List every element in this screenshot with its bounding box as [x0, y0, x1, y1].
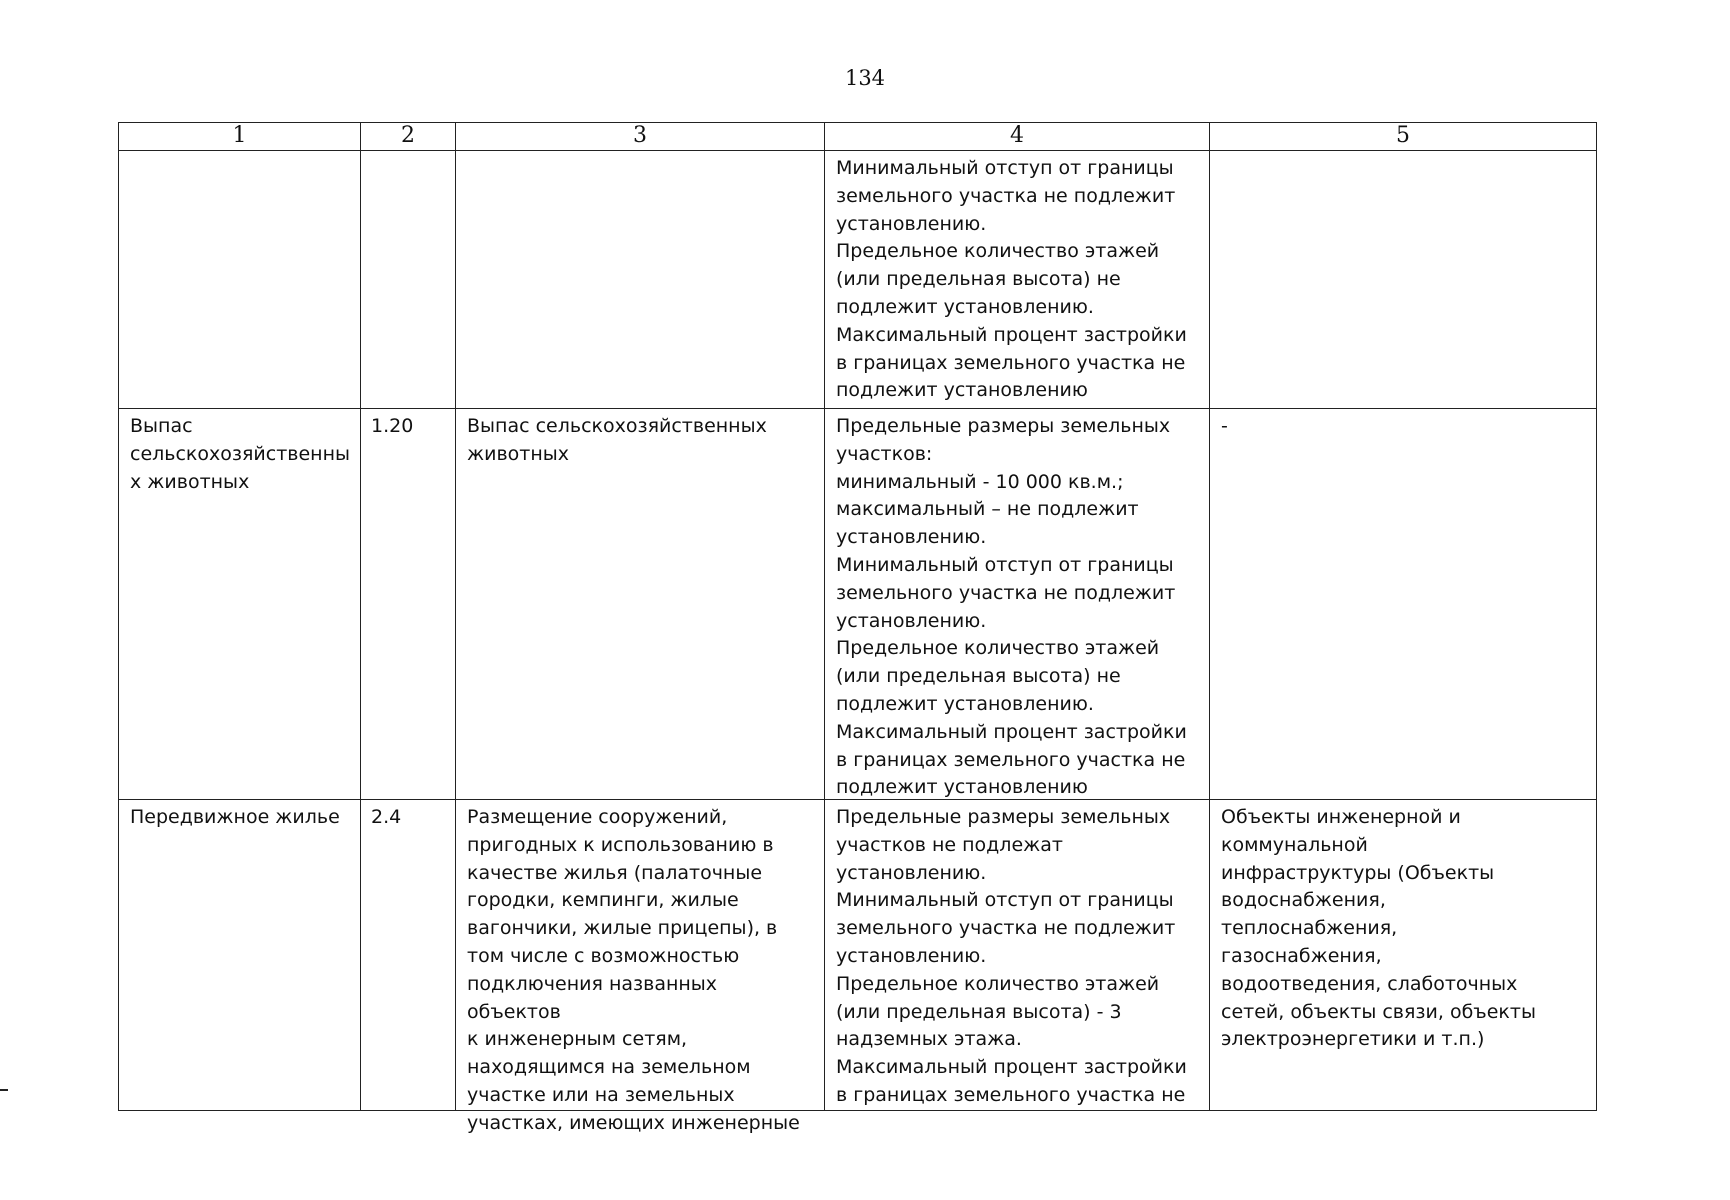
- table-row: [119, 409, 1597, 800]
- use-description-cell: Выпас сельскохозяйственных животных: [467, 415, 767, 465]
- table-header-row: [119, 123, 1597, 151]
- scan-edge-mark: [0, 1089, 8, 1091]
- parameters-cell: Предельные размеры земельных участков не подлежат установлению. Минимальный отступ от границы земельного участка не подлежит установлению. Предельное количество этажей (или предельная высота) - 3 надземных этажа. Максимальный процент застройки в границах земельного участка не: [836, 806, 1187, 1106]
- use-code-cell: 2.4: [371, 806, 402, 828]
- table-row: [119, 800, 1597, 1111]
- use-code-cell: 1.20: [371, 415, 414, 437]
- use-name-cell: Передвижное жилье: [130, 806, 340, 828]
- column-header-4: 4: [825, 123, 1210, 151]
- column-header-5: 5: [1210, 123, 1597, 151]
- column-header-1: 1: [119, 123, 361, 151]
- related-objects-cell: -: [1221, 415, 1228, 437]
- related-objects-cell: Объекты инженерной и коммунальной инфраструктуры (Объекты водоснабжения, теплоснабжения, газоснабжения, водоотведения, слаботочных сетей, объекты связи, объекты электроэнергетики и т.п.): [1221, 806, 1536, 1051]
- use-name-cell: [119, 151, 360, 408]
- use-description-cell: Размещение сооружений, пригодных к использованию в качестве жилья (палаточные городки, кемпинги, жилые вагончики, жилые прицепы), в том числе с возможностью подключения названных объектов к инженерным сетям, находящимся на земельном участке или на земельных участках, имеющих инженерные: [467, 806, 800, 1134]
- parameters-cell: Предельные размеры земельных участков: минимальный - 10 000 кв.м.; максимальный – не подлежит установлению. Минимальный отступ от границы земельного участка не подлежит установлению. Предельное количество этажей (или предельная высота) не подлежит установлению. Максимальный процент застройки в границах земельного участка не подлежит установлению: [836, 415, 1187, 799]
- table-row: [119, 151, 1597, 409]
- use-description-cell: [456, 151, 824, 408]
- use-name-cell: Выпас сельскохозяйственны х животных: [130, 415, 351, 493]
- regulations-table: [118, 122, 1597, 1134]
- related-objects-cell: [1210, 151, 1596, 408]
- column-header-2: 2: [361, 123, 456, 151]
- column-header-3: 3: [456, 123, 825, 151]
- parameters-cell: Минимальный отступ от границы земельного участка не подлежит установлению. Предельное количество этажей (или предельная высота) не подлежит установлению. Максимальный процент застройки в границах земельного участка не подлежит установлению: [836, 157, 1187, 402]
- page-number: 134: [844, 66, 886, 90]
- use-code-cell: [361, 151, 455, 408]
